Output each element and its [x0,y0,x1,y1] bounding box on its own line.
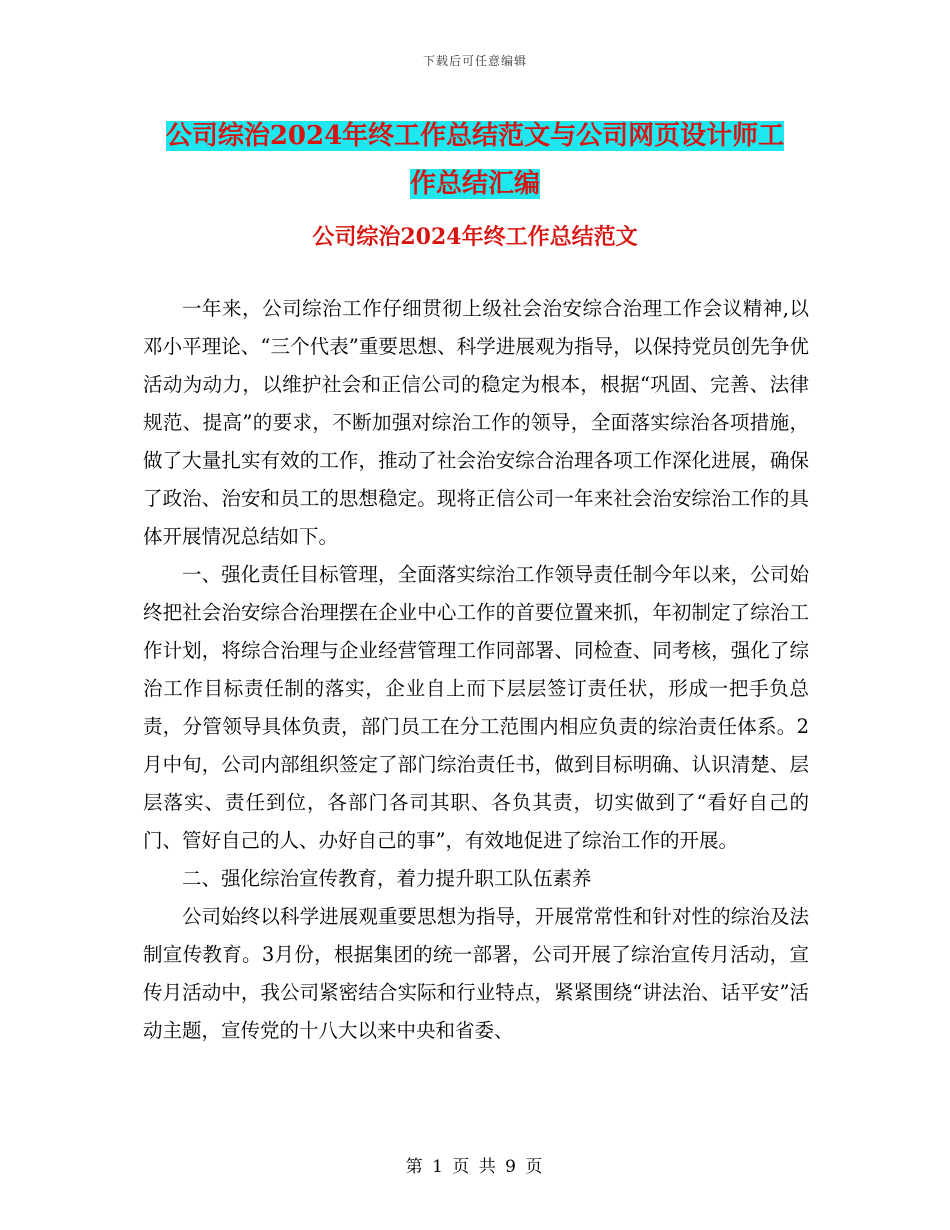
document-title-line-2: 作总结汇编 [409,169,540,199]
section-title: 公司综治2024年终工作总结范文 [312,224,638,250]
paragraph-intro: 一年来，公司综治工作仔细贯彻上级社会治安综合治理工作会议精神,以邓小平理论、“三个代表”重要思想、科学进展观为指导，以保持党员创先争优活动为动力，以维护社会和正信公司的稳定为根本，根据“巩固、完善、法律规范、提高”的要求，不断加强对综治工作的领导，全面落实综治各项措施，做了大量扎实有效的工作，推动了社会治安综合治理各项工作深化进展，确保了政治、治安和员工的思想稳定。现将正信公司一年来社会治安综治工作的具体开展情况总结如下。 [143,297,809,548]
document-title [0,112,950,208]
paragraph-section-1: 一、强化责任目标管理，全面落实综治工作领导责任制今年以来，公司始终把社会治安综合治理摆在企业中心工作的首要位置来抓，年初制定了综治工作计划，将综合治理与企业经营管理工作同部署、同检查、同考核，强化了综治工作目标责任制的落实，企业自上而下层层签订责任状，形成一把手负总责，分管领导具体负责，部门员工在分工范围内相应负责的综治责任体系。2月中旬，公司内部组织签定了部门综治责任书，做到目标明确、认识清楚、层层落实、责任到位，各部门各司其职、各负其责，切实做到了“看好自己的门、管好自己的人、办好自己的事”，有效地促进了综治工作的开展。 [143,563,809,852]
header-note: 下载后可任意编辑 [422,54,527,68]
document-title-line-1: 公司综治2024年终工作总结范文与公司网页设计师工 [165,121,785,151]
paragraph-section-2: 公司始终以科学进展观重要思想为指导，开展常常性和针对性的综治及法制宣传教育。3月份，根据集团的统一部署，公司开展了综治宣传月活动，宣传月活动中，我公司紧密结合实际和行业特点，紧紧围绕“讲法治、话平安”活动主题，宣传党的十八大以来中央和省委、 [143,905,809,1042]
page-number: 第 1 页 共 9 页 [405,1157,545,1177]
document-body [143,290,809,1050]
paragraph-heading-2: 二、强化综治宣传教育，着力提升职工队伍素养 [182,867,592,890]
